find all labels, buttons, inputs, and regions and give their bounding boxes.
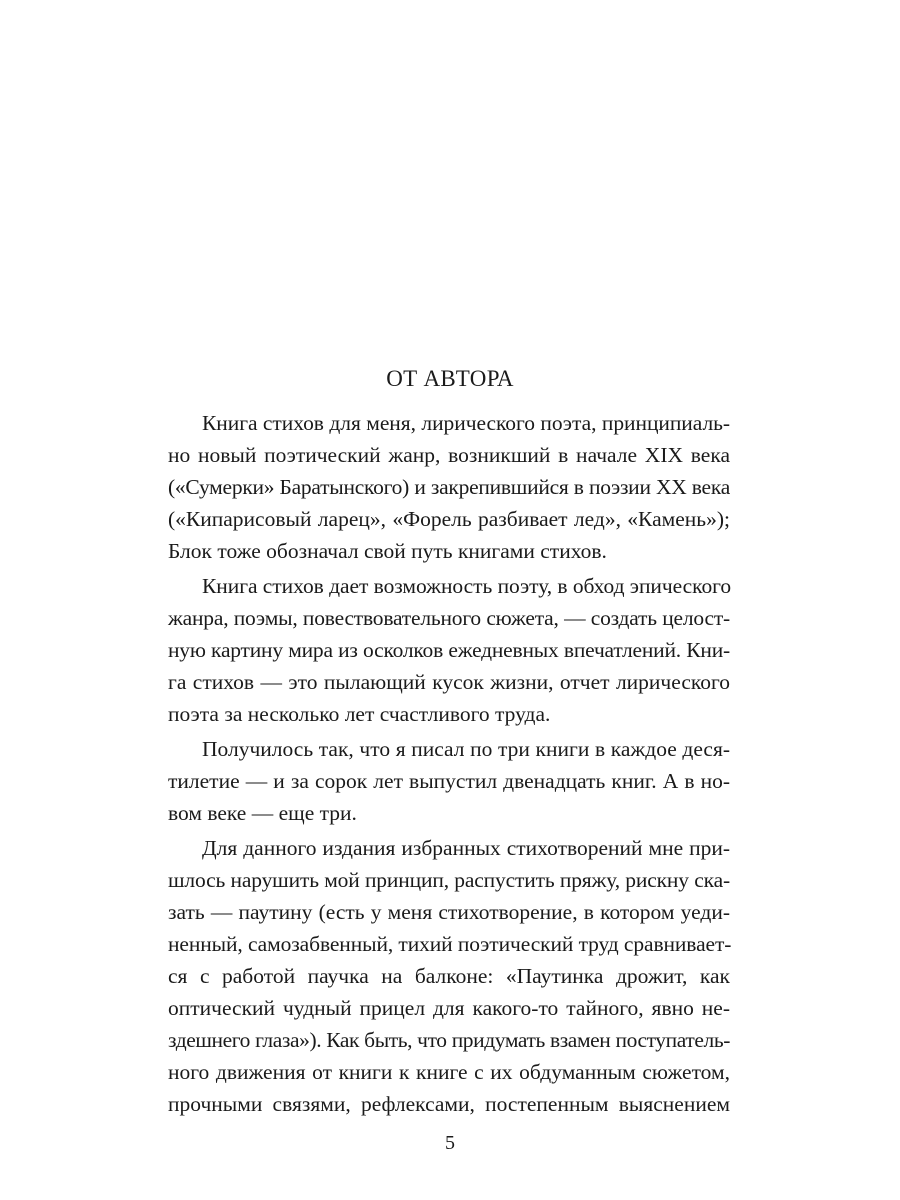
text-line: здешнего глаза»). Как быть, что придумать взамен поступатель- — [168, 1028, 730, 1052]
paragraph-1 — [168, 407, 730, 567]
text-line: зать — паутину (есть у меня стихотворение, в котором уеди- — [168, 900, 730, 924]
text-line: ную картину мира из осколков ежедневных впечатлений. Кни- — [168, 638, 730, 662]
text-line: жанра, поэмы, повествовательного сюжета, — создать целост- — [168, 606, 730, 630]
text-line: вом веке — еще три. — [168, 801, 357, 825]
page-number: 5 — [445, 1132, 455, 1154]
text-line: Книга стихов для меня, лирического поэта, принципиаль- — [202, 411, 730, 435]
text-line: ного движения от книги к книге с их обдуманным сюжетом, — [168, 1060, 730, 1084]
text-line: Получилось так, что я писал по три книги в каждое деся- — [202, 737, 730, 761]
text-line: га стихов — это пылающий кусок жизни, отчет лирического — [168, 670, 730, 694]
text-line: шлось нарушить мой принцип, распустить пряжу, рискну ска- — [168, 868, 730, 892]
paragraph-2 — [168, 570, 730, 730]
text-line: Блок тоже обозначал свой путь книгами стихов. — [168, 539, 607, 563]
text-line: поэта за несколько лет счастливого труда. — [168, 702, 551, 726]
paragraph-4 — [168, 832, 730, 1120]
section-heading: ОТ АВТОРА — [386, 366, 514, 391]
paragraph-3 — [168, 733, 730, 829]
text-line: тилетие — и за сорок лет выпустил двенадцать книг. А в но- — [168, 769, 730, 793]
text-line: ненный, самозабвенный, тихий поэтический труд сравнивает- — [168, 932, 732, 956]
text-line: («Кипарисовый ларец», «Форель разбивает лед», «Камень»); — [168, 507, 730, 531]
body-text — [168, 407, 730, 1123]
text-line: прочными связями, рефлексами, постепенным выяснением — [168, 1092, 730, 1116]
text-line: Книга стихов дает возможность поэту, в обход эпического — [202, 574, 732, 598]
text-line: но новый поэтический жанр, возникший в начале XIX века — [168, 443, 730, 467]
text-line: оптический чудный прицел для какого-то тайного, явно не- — [168, 996, 730, 1020]
text-line: ся с работой паучка на балконе: «Паутинка дрожит, как — [168, 964, 730, 988]
text-line: Для данного издания избранных стихотворений мне при- — [202, 836, 730, 860]
text-line: («Сумерки» Баратынского) и закрепившийся в поэзии XX века — [168, 475, 730, 499]
